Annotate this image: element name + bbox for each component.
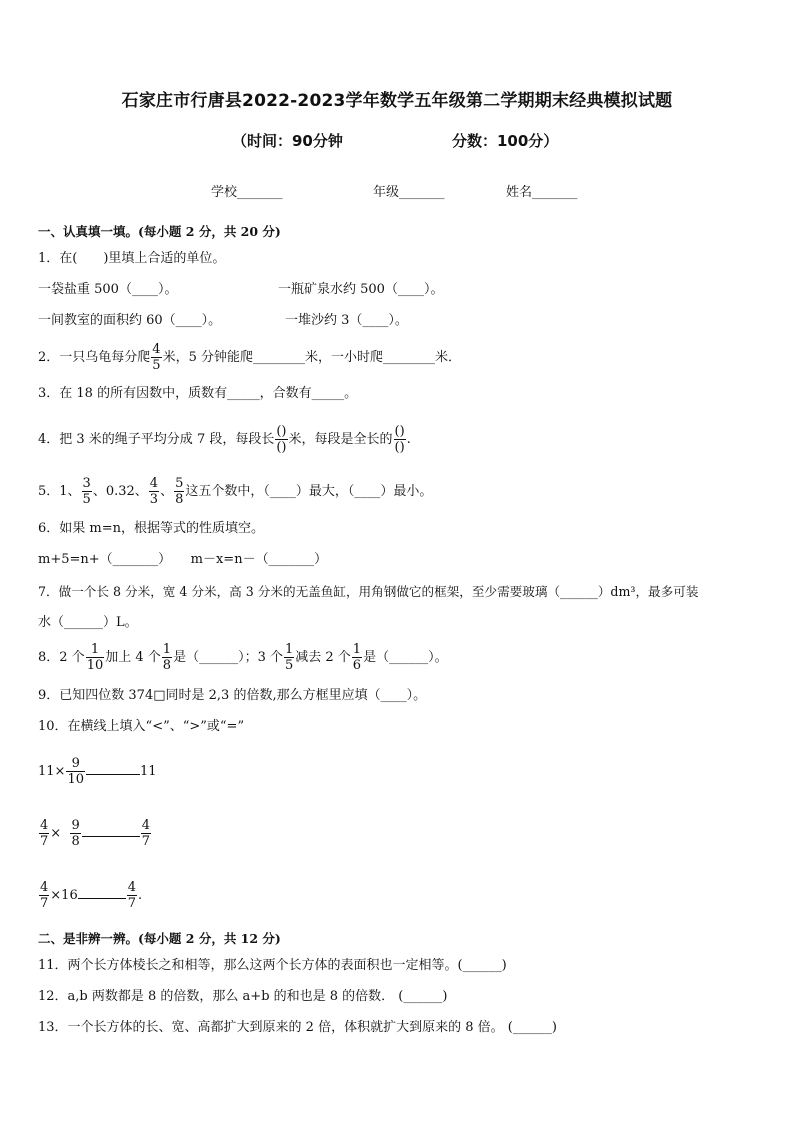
fraction: $\frac{3}{5}$	[82, 476, 91, 507]
school-field: 学校_______	[211, 185, 283, 200]
question-1d: 一堆沙约 3（____）。	[285, 313, 408, 328]
fraction: $\frac{5}{8}$	[175, 476, 184, 507]
question-6a: m+5=n+（_______） m－x=n－（_______）	[38, 552, 328, 567]
page-title: 石家庄市行唐县2022-2023学年数学五年级第二学期期末经典模拟试题	[121, 91, 673, 111]
question-6: 6．如果 m=n，根据等式的性质填空。	[38, 521, 264, 536]
answer-blank	[86, 762, 140, 775]
fraction: $\frac{()}{()}$	[394, 424, 405, 455]
question-13: 13．一个长方体的长、宽、高都扩大到原来的 2 倍，体积就扩大到原来的 8 倍。 (______)	[38, 1020, 557, 1035]
comparison-3: $\frac{4}{7}$ ×16 $\frac{4}{7}$ .	[40, 880, 143, 911]
question-5: 5．1、 $\frac{3}{5}$ 、0.32、 $\frac{4}{3}$ 、 $\frac{5}{8}$ 这五个数中，（____）最大，（____）最小。	[38, 476, 433, 507]
question-11: 11．两个长方体棱长之和相等，那么这两个长方体的表面积也一定相等。(______)	[38, 958, 507, 973]
answer-blank	[82, 824, 140, 837]
question-10: 10．在横线上填入“<”、“>”或“=”	[38, 719, 245, 734]
fraction: $\frac{9}{8}$	[71, 818, 80, 849]
fraction: $\frac{()}{()}$	[276, 424, 287, 455]
question-1a: 一袋盐重 500（____）。	[38, 282, 178, 297]
fraction: $\frac{4}{7}$	[40, 818, 49, 849]
fraction: $\frac{4}{7}$	[141, 818, 151, 849]
fraction: $\frac{1}{8}$	[162, 642, 172, 673]
comparison-1: 11× $\frac{9}{10}$ 11	[38, 756, 157, 787]
question-1b: 一瓶矿泉水约 500（____）。	[278, 282, 444, 297]
question-1: 1．在( )里填上合适的单位。	[38, 251, 226, 266]
question-7b: 水（______）L。	[38, 615, 138, 630]
fraction: $\frac{4}{7}$	[127, 880, 136, 911]
name-field: 姓名_______	[506, 185, 578, 200]
section-1-heading: 一、认真填一填。(每小题 2 分，共 20 分)	[38, 224, 281, 239]
question-7a: 7．做一个长 8 分米，宽 4 分米，高 3 分米的无盖鱼缸，用角钢做它的框架，至少需要玻璃（______）dm³，最多可装	[38, 584, 699, 599]
fraction: $\frac{9}{10}$	[67, 756, 84, 787]
question-8: 8．2 个 $\frac{1}{10}$ 加上 4 个 $\frac{1}{8}$ 是（______）；3 个 $\frac{1}{5}$ 减去 2 个 $\frac{1}{6}$ 是（______）。	[38, 642, 448, 673]
question-4: 4．把 3 米的绳子平均分成 7 段，每段长 $\frac{()}{()}$ 米，每段是全长的 $\frac{()}{()}$ .	[38, 424, 411, 455]
question-3: 3．在 18 的所有因数中，质数有_____，合数有_____。	[38, 386, 358, 401]
section-2-heading: 二、是非辨一辨。(每小题 2 分，共 12 分)	[38, 931, 281, 946]
question-1c: 一间教室的面积约 60（____）。	[38, 313, 222, 328]
grade-field: 年级_______	[373, 185, 445, 200]
fraction: $\frac{4}{3}$	[149, 476, 159, 507]
exam-time: （时间：90分钟	[232, 132, 343, 150]
fraction: $\frac{1}{5}$	[284, 642, 294, 673]
exam-score: 分数：100分）	[452, 132, 559, 150]
question-9: 9．已知四位数 374□同时是 2,3 的倍数,那么方框里应填（____）。	[38, 688, 427, 703]
fraction: $\frac{4}{5}$	[152, 342, 161, 373]
question-12: 12．a,b 两数都是 8 的倍数，那么 a+b 的和也是 8 的倍数． (______)	[38, 989, 448, 1004]
fraction: $\frac{1}{6}$	[352, 642, 362, 673]
comparison-2: $\frac{4}{7}$ × $\frac{9}{8}$ $\frac{4}{7}$	[40, 818, 151, 849]
answer-blank	[78, 886, 126, 899]
fraction: $\frac{1}{10}$	[86, 642, 104, 673]
fraction: $\frac{4}{7}$	[40, 880, 49, 911]
question-2: 2．一只乌龟每分爬 $\frac{4}{5}$ 米，5 分钟能爬________米，一小时爬________米．	[38, 342, 461, 373]
